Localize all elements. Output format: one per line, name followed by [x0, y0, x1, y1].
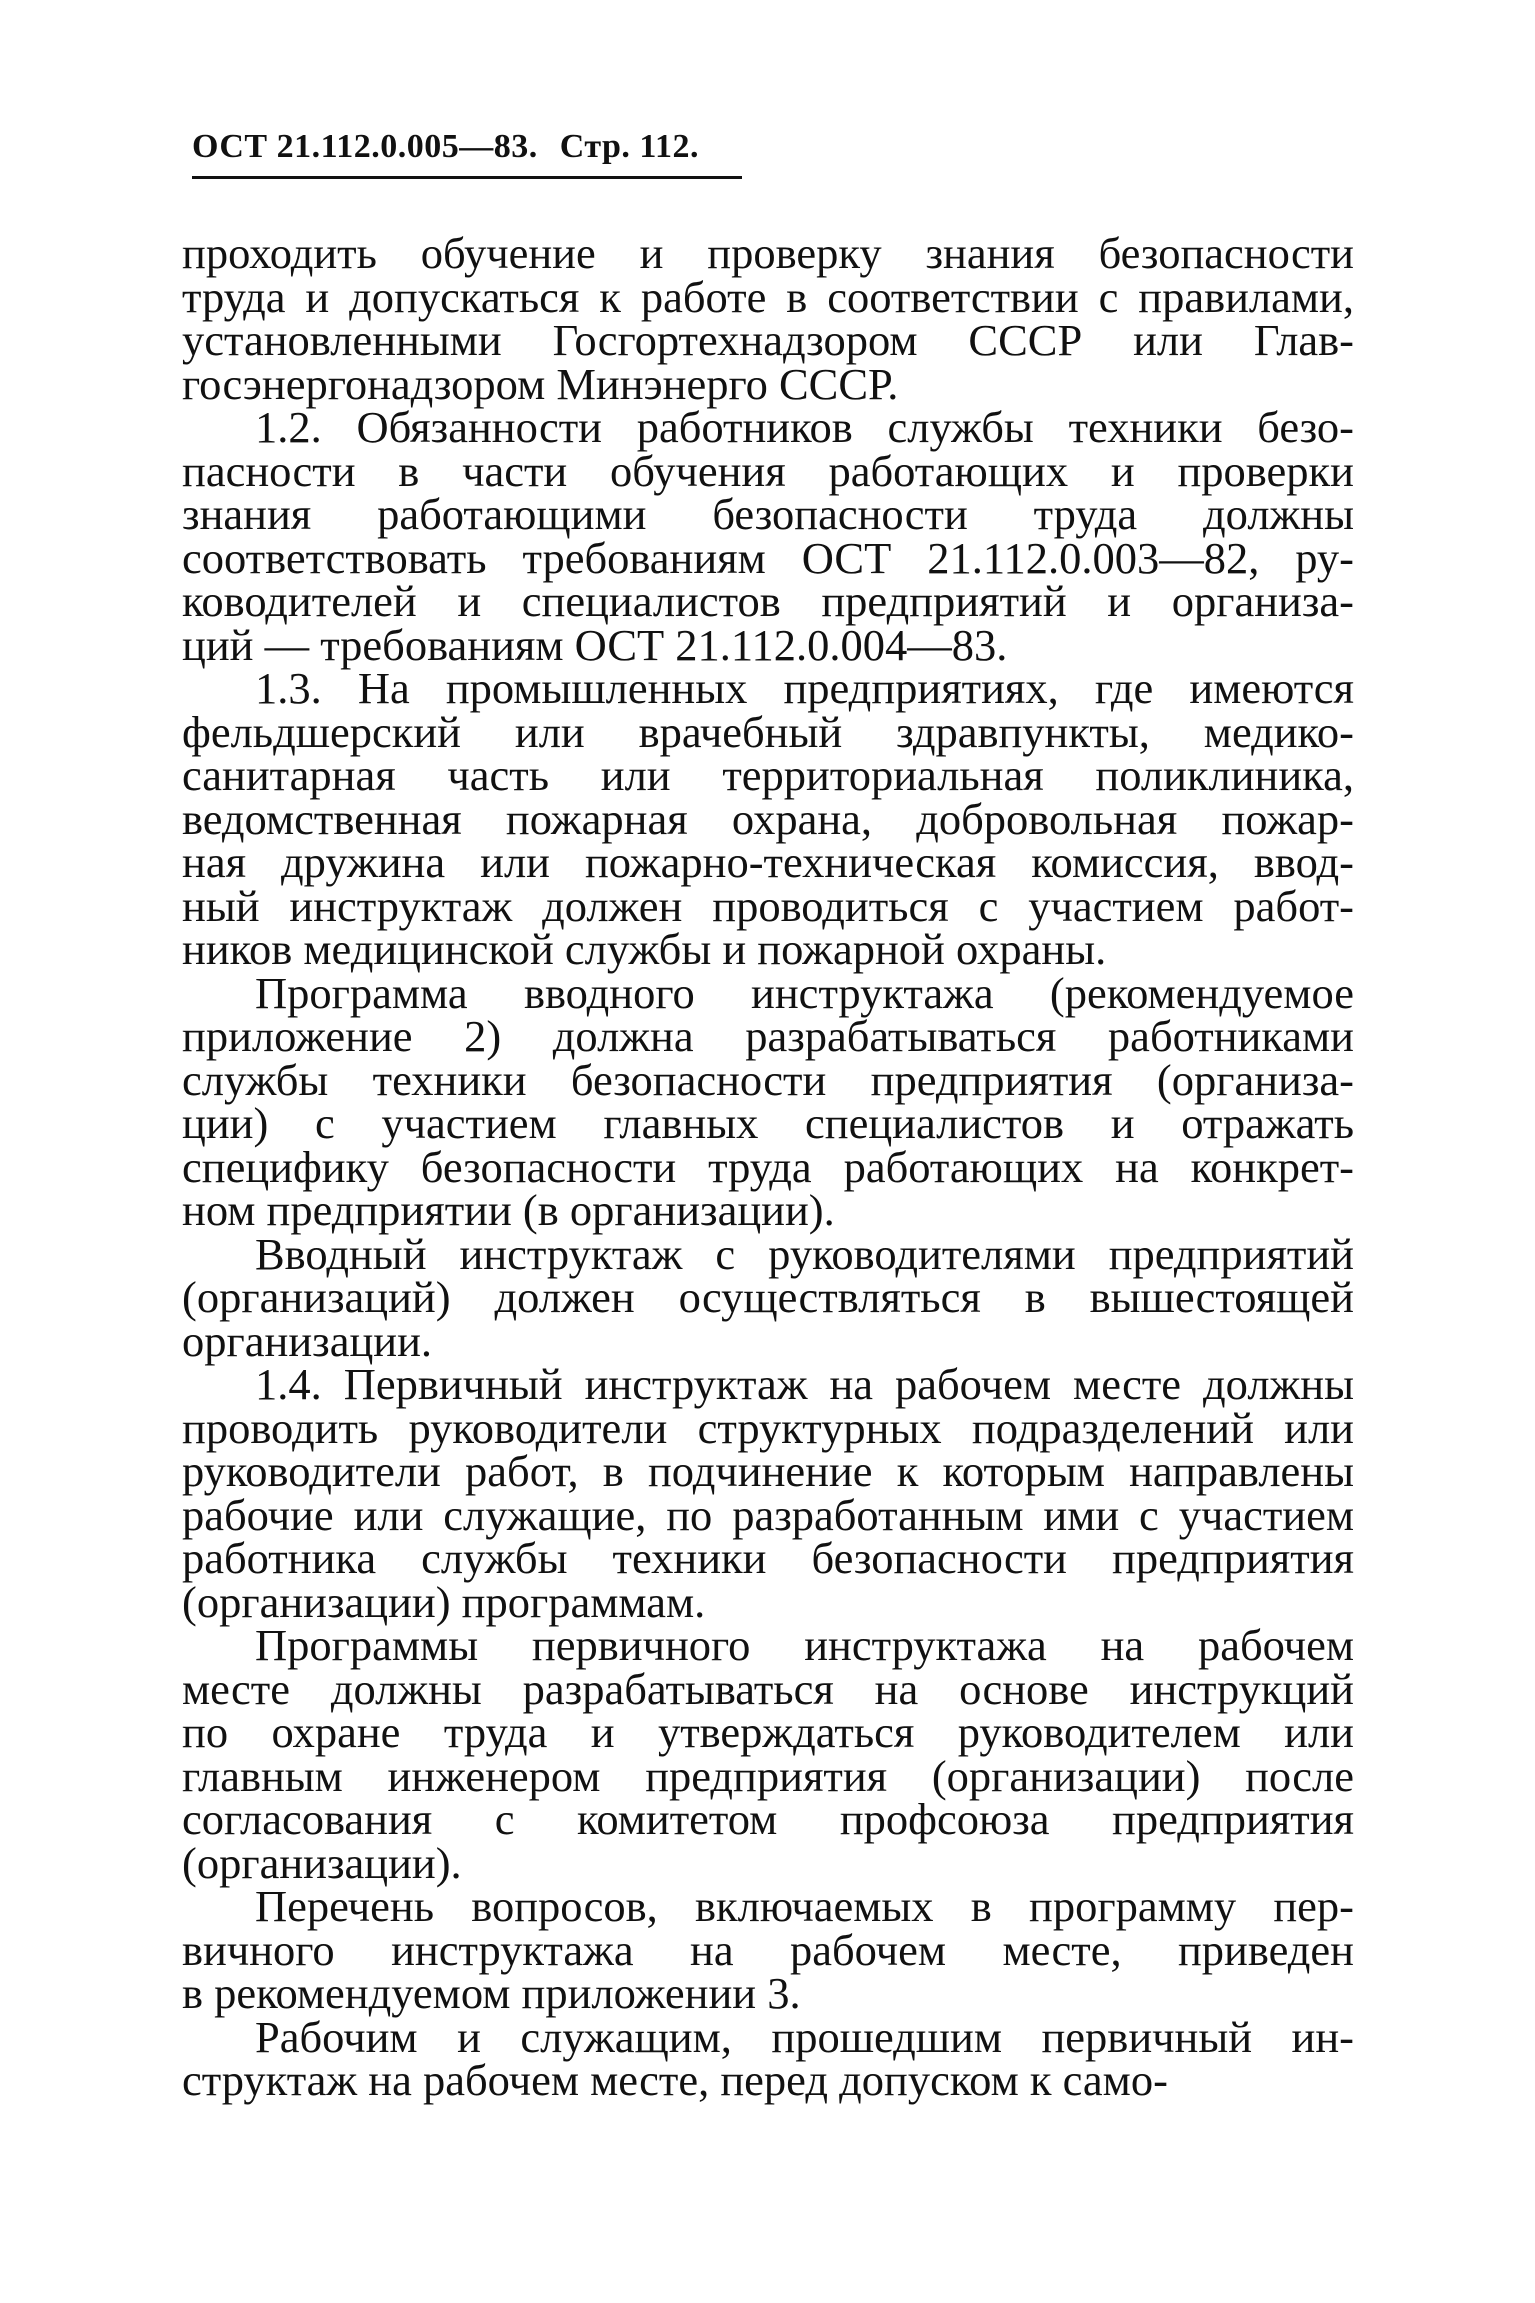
paragraph — [182, 1359, 1354, 1627]
text-line: работника службы техники безопасности предприятия — [182, 1533, 1354, 1583]
text-line: Программы первичного инструктажа на рабочем — [255, 1620, 1354, 1670]
text-line: в рекомендуемом приложении 3. — [182, 1968, 801, 2018]
text-line: фельдшерский или врачебный здравпункты, медико- — [182, 706, 1354, 757]
text-line: рабочие или служащие, по разработанным ими с участием — [182, 1489, 1354, 1540]
text-line: ции) с участием главных специалистов и отражать — [182, 1098, 1354, 1148]
text-line: ников медицинской службы и пожарной охраны. — [182, 924, 1107, 974]
paragraph — [182, 402, 1354, 670]
text-line: Вводный инструктаж с руководителями предприятий — [255, 1228, 1354, 1279]
text-line: 1.2. Обязанности работников службы техники безо- — [255, 402, 1354, 452]
text-line: приложение 2) должна разрабатываться работниками — [182, 1011, 1354, 1061]
document-body — [182, 228, 1354, 2105]
text-line: ный инструктаж должен проводиться с участием работ- — [182, 880, 1354, 931]
text-line: специфику безопасности труда работающих на конкрет- — [182, 1141, 1354, 1192]
page-header — [192, 128, 742, 179]
text-line: пасности в части обучения работающих и проверки — [182, 445, 1354, 496]
text-line: ведомственная пожарная охрана, добровольная пожар- — [182, 793, 1354, 844]
document-code: ОСТ 21.112.0.005—83. — [192, 128, 538, 165]
paragraph — [182, 1620, 1354, 1888]
text-line: соответствовать требованиям ОСТ 21.112.0.003—82, ру- — [182, 532, 1354, 583]
text-line: Перечень вопросов, включаемых в программу пер- — [255, 1881, 1354, 1931]
text-line: согласования с комитетом профсоюза предприятия — [182, 1794, 1354, 1844]
text-line: ном предприятии (в организации). — [182, 1185, 835, 1235]
text-line: по охране труда и утверждаться руководителем или — [182, 1707, 1354, 1757]
paragraph — [182, 663, 1354, 974]
text-line: госэнергонадзором Минэнерго СССР. — [182, 358, 899, 409]
paragraph — [182, 2011, 1354, 2105]
text-line: ководителей и специалистов предприятий и организа- — [182, 576, 1354, 626]
text-line: 1.4. Первичный инструктаж на рабочем месте должны — [255, 1359, 1354, 1409]
text-line: руководители работ, в подчинение к которым направлены — [182, 1446, 1354, 1496]
text-line: проходить обучение и проверку знания безопасности — [182, 228, 1354, 278]
page-number: Стр. 112. — [559, 128, 699, 165]
text-line: ная дружина или пожарно-техническая комиссия, ввод- — [182, 837, 1354, 887]
text-line: (организации) программам. — [182, 1576, 706, 1627]
text-line: Программа вводного инструктажа (рекомендуемое — [255, 967, 1354, 1018]
text-line: установленными Госгортехнадзором СССР или Глав- — [182, 315, 1354, 365]
text-line: ций — требованиям ОСТ 21.112.0.004—83. — [182, 619, 1008, 670]
text-line: труда и допускаться к работе в соответствии с правилами, — [182, 271, 1354, 322]
text-line: (организаций) должен осуществляться в вышестоящей — [182, 1272, 1354, 1322]
text-line: организации. — [182, 1315, 433, 1366]
text-line: знания работающими безопасности труда должны — [182, 489, 1354, 539]
text-line: 1.3. На промышленных предприятиях, где имеются — [255, 663, 1354, 713]
text-line: Рабочим и служащим, прошедшим первичный ин- — [255, 2011, 1354, 2062]
paragraph — [182, 967, 1354, 1235]
text-line: главным инженером предприятия (организации) после — [182, 1750, 1354, 1801]
text-line: вичного инструктажа на рабочем месте, приведен — [182, 1924, 1354, 1975]
paragraph — [182, 1881, 1354, 2018]
text-line: проводить руководители структурных подразделений или — [182, 1402, 1354, 1453]
text-line: службы техники безопасности предприятия (организа- — [182, 1054, 1354, 1105]
paragraph — [182, 228, 1354, 409]
text-line: структаж на рабочем месте, перед допуском к само- — [182, 2055, 1168, 2105]
paragraph — [182, 1228, 1354, 1366]
text-line: месте должны разрабатываться на основе инструкций — [182, 1663, 1354, 1714]
text-line: (организации). — [182, 1837, 462, 1888]
text-line: санитарная часть или территориальная поликлиника, — [182, 750, 1354, 800]
